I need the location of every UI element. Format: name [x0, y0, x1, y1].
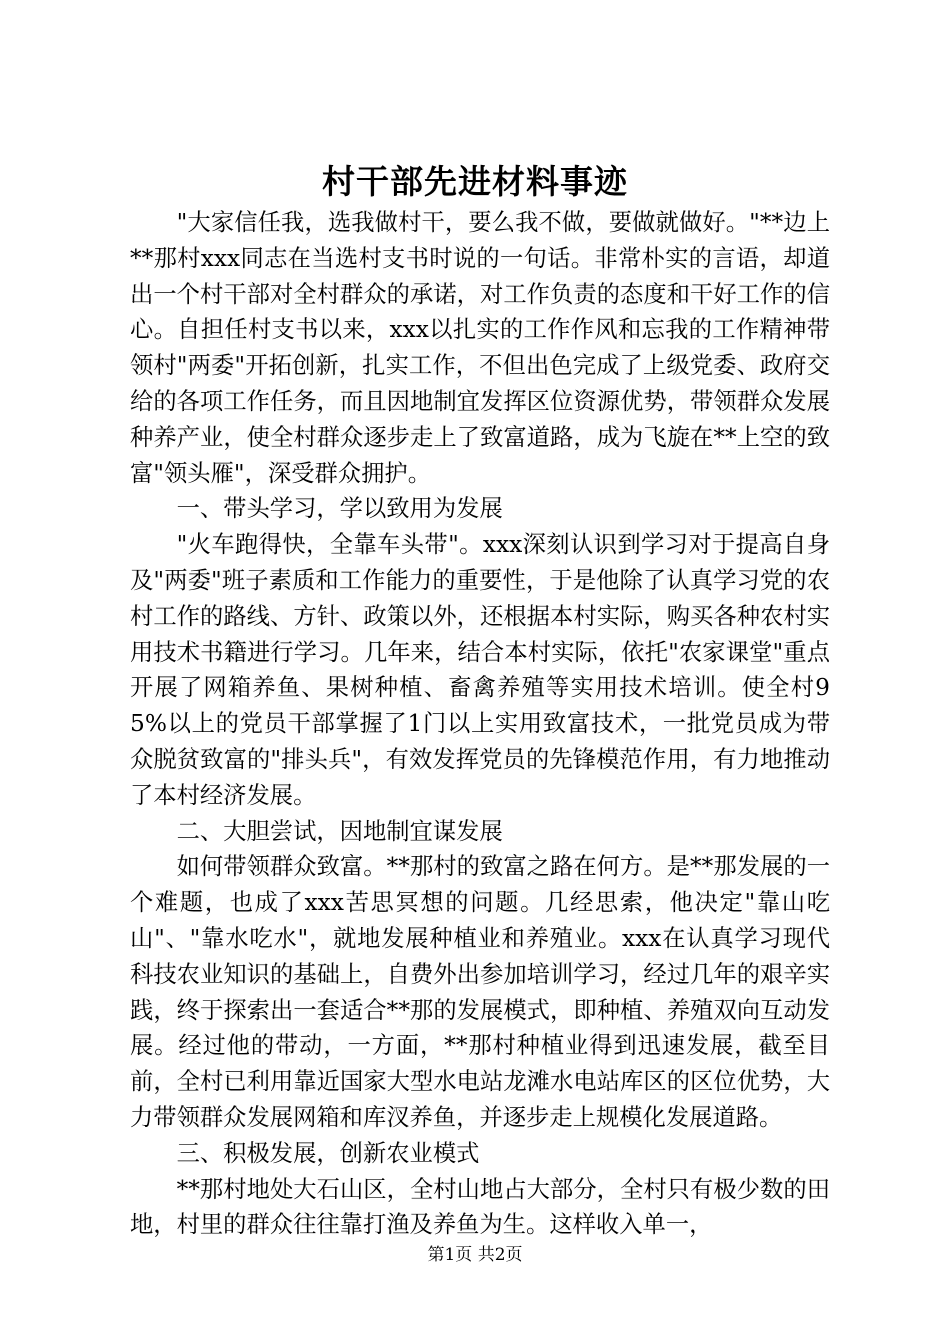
- section-heading-1: 一、带头学习，学以致用为发展: [176, 495, 503, 523]
- paragraph-section-2: 如何带领群众致富。**那村的致富之路在何方。是**那发展的一个难题，也成了xxx苦思冥想的问题。几经思索，他决定"靠山吃山"、"靠水吃水"，就地发展种植业和养殖业。xxx在认真学习现代科技农业知识的基础上，自费外出参加培训学习，经过几年的艰辛实践，终于探索出一套适合**那的发展模式，即种植、养殖双向互动发展。经过他的带动，一方面，**那村种植业得到迅速发展，截至目前，全村已利用靠近国家大型水电站龙滩水电站库区的区位优势，大力带领群众发展网箱和库汊养鱼，并逐步走上规模化发展道路。: [130, 853, 830, 1131]
- paragraph-intro: "大家信任我，选我做村干，要么我不做，要做就做好。"**边上**那村xxx同志在当选村支书时说的一句话。非常朴实的言语，却道出一个村干部对全村群众的承诺，对工作负责的态度和干好工作的信心。自担任村支书以来，xxx以扎实的工作作风和忘我的工作精神带领村"两委"开拓创新，扎实工作，不但出色完成了上级党委、政府交给的各项工作任务，而且因地制宜发挥区位资源优势，带领群众发展种养产业，使全村群众逐步走上了致富道路，成为飞旋在**上空的致富"领头雁"，深受群众拥护。: [130, 209, 830, 487]
- section-heading-2: 二、大胆尝试，因地制宜谋发展: [176, 817, 503, 845]
- document-title: 村干部先进材料事迹: [322, 162, 628, 201]
- document-body: [130, 205, 830, 1243]
- paragraph-section-1: "火车跑得快，全靠车头带"。xxx深刻认识到学习对于提高自身及"两委"班子素质和工作能力的重要性，于是他除了认真学习党的农村工作的路线、方针、政策以外，还根据本村实际，购买各种农村实用技术书籍进行学习。几年来，结合本村实际，依托"农家课堂"重点开展了网箱养鱼、果树种植、畜禽养殖等实用技术培训。使全村95%以上的党员干部掌握了1门以上实用致富技术，一批党员成为带众脱贫致富的"排头兵"，有效发挥党员的先锋模范作用，有力地推动了本村经济发展。: [130, 531, 830, 809]
- paragraph-section-3: **那村地处大石山区，全村山地占大部分，全村只有极少数的田地，村里的群众往往靠打渔及养鱼为生。这样收入单一，: [130, 1175, 830, 1239]
- section-heading-3: 三、积极发展，创新农业模式: [176, 1139, 480, 1167]
- page-footer: 第1页 共2页: [427, 1245, 523, 1265]
